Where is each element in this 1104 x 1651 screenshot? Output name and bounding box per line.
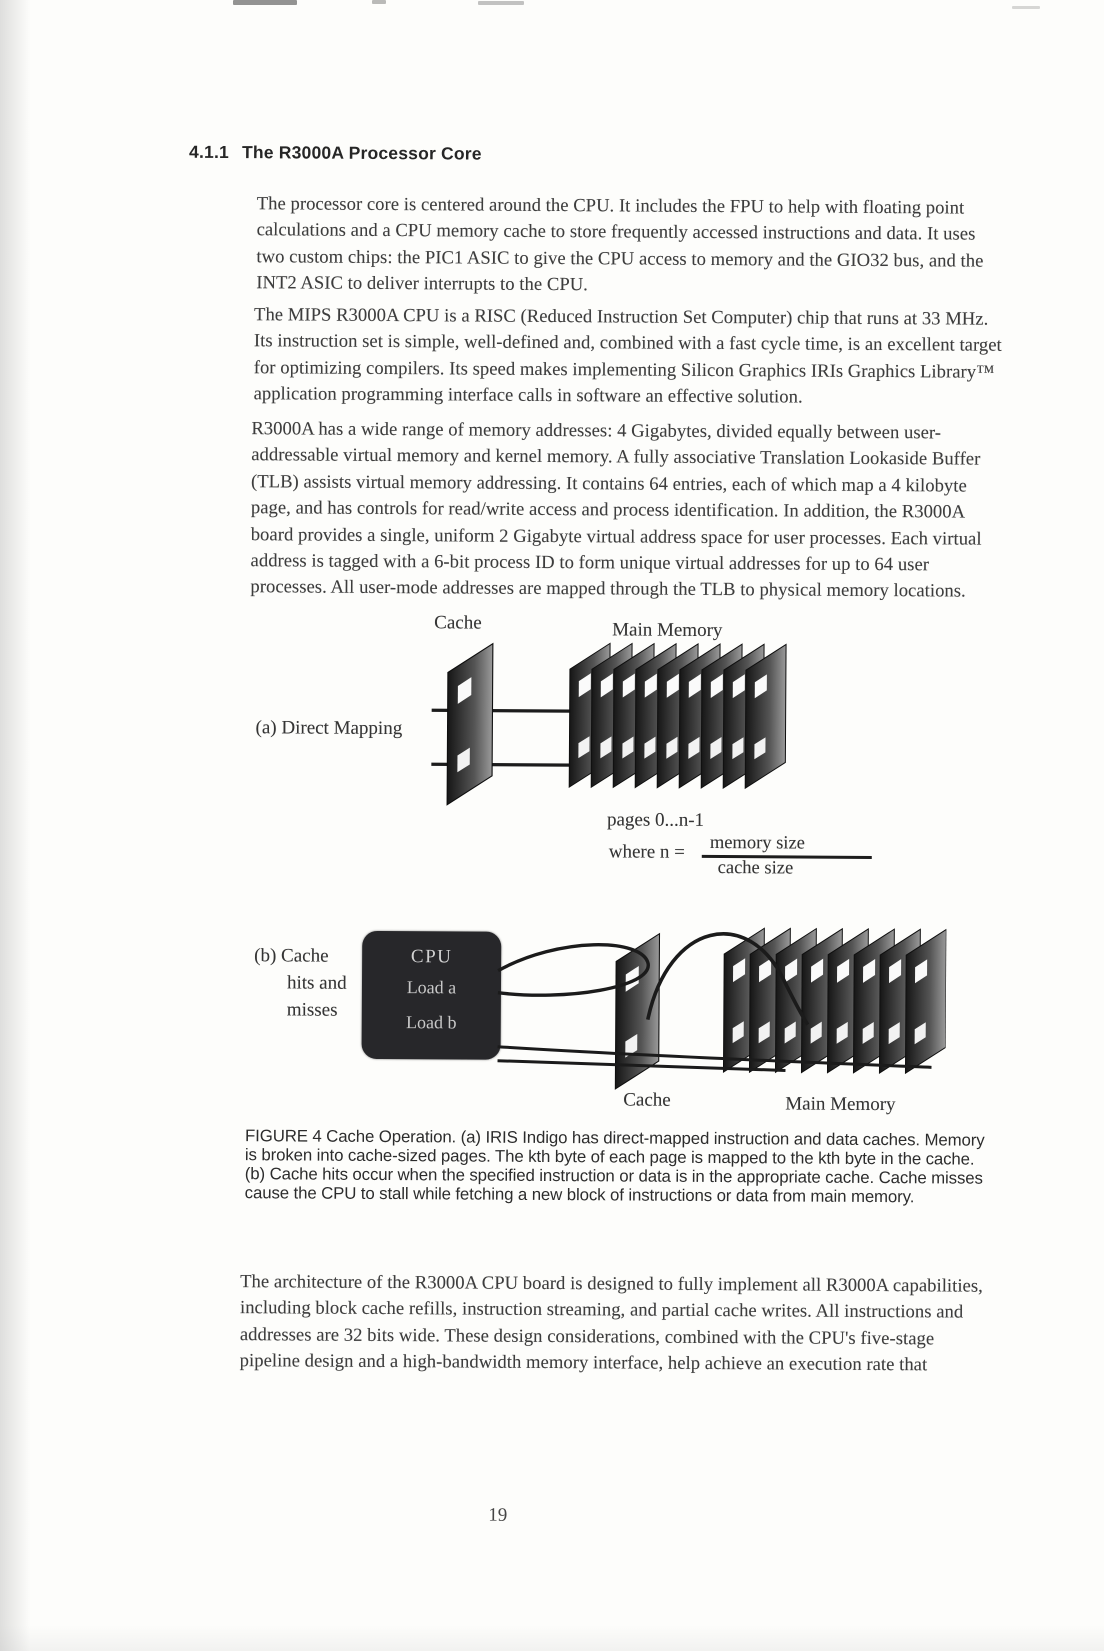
figure-b-label-line3: misses (286, 999, 338, 1021)
fraction-denominator: cache size (717, 858, 794, 879)
main-memory-planes-b (723, 928, 946, 1073)
paragraph-architecture: The architecture of the R3000A CPU board is designed to fully implement all R3000A capabilities, including block cache refills, instruction streaming, and partial cache writes. All instructions and addresses are 32 bits wide. These design considerations, combined with the CPU's five-stage pipeline design and a high-bandwidth memory interface, help achieve an execution rate that (239, 1271, 983, 1376)
figure-b-cache-label: Cache (623, 1089, 671, 1111)
section-number: 4.1.1 (189, 141, 230, 163)
where-n-equals: where n = (608, 841, 686, 863)
paragraph-mips-risc: The MIPS R3000A CPU is a RISC (Reduced Instruction Set Computer) chip that runs at 33 MHz. Its instruction set is simple, well-defined and, combined with a fast cycle time, is an excellent target for optimizing compilers. Its speed makes implementing Silicon Graphics IRIs Graphics Library™ application programming interface calls in software an effective solution. (253, 304, 1002, 408)
load-a-label: Load a (406, 977, 457, 998)
figure-b-main-memory-label: Main Memory (785, 1093, 896, 1116)
fraction (702, 833, 872, 880)
figure-a-main-memory-label: Main Memory (612, 619, 723, 642)
paragraph-memory-addresses: R3000A has a wide range of memory addresses: 4 Gigabytes, divided equally between user-addressable virtual memory and kernel memory. A fully associative Translation Lookaside Buffer (TLB) assists virtual memory addressing. It contains 64 entries, each of which map a 4 kilobyte page, and has controls for read/write access and process identification. In addition, the R3000A board provides a single, uniform 2 Gigabyte virtual address space for user processes. Each virtual address is tagged with a 6-bit process ID to form unique virtual addresses for up to 64 user processes. All user-mode addresses are mapped through the TLB to physical memory locations. (250, 418, 982, 602)
figure-caption: FIGURE 4 Cache Operation. (a) IRIS Indigo has direct-mapped instruction and data caches. Memory is broken into cache-sized pages. The kth byte of each page is mapped to the kth byte in the cache. (b) Cache hits occur when the specified instruction or data is in the appropriate cache. Cache misses cause the CPU to stall while fetching a new block of instructions or data from main memory. (244, 1126, 985, 1206)
figure-b-diagram (495, 895, 946, 1110)
cpu-label: CPU (410, 946, 453, 968)
pages-note: pages 0...n-1 (606, 809, 705, 831)
figure-a-cache-label: Cache (434, 612, 482, 634)
figure-a-diagram (423, 640, 806, 814)
section-heading (189, 142, 482, 165)
fraction-numerator: memory size (702, 833, 872, 859)
main-memory-planes (569, 643, 786, 788)
figure-a-label: (a) Direct Mapping (255, 717, 403, 740)
page-number: 19 (488, 1504, 508, 1526)
load-b-label: Load b (405, 1012, 457, 1033)
figure-b-label-line1: (b) Cache (254, 945, 329, 967)
cpu-box (362, 931, 502, 1060)
section-title: The R3000A Processor Core (241, 142, 482, 164)
paragraph-processor-core: The processor core is centered around the CPU. It includes the FPU to help with floating point calculations and a CPU memory cache to store frequently accessed instructions and data. It uses two custom chips: the PIC1 ASIC to give the CPU access to memory and the GIO32 bus, and the INT2 ASIC to deliver interrupts to the CPU. (256, 193, 984, 296)
cache-plane (447, 643, 493, 805)
figure-b-label-line2: hits and (286, 972, 347, 994)
